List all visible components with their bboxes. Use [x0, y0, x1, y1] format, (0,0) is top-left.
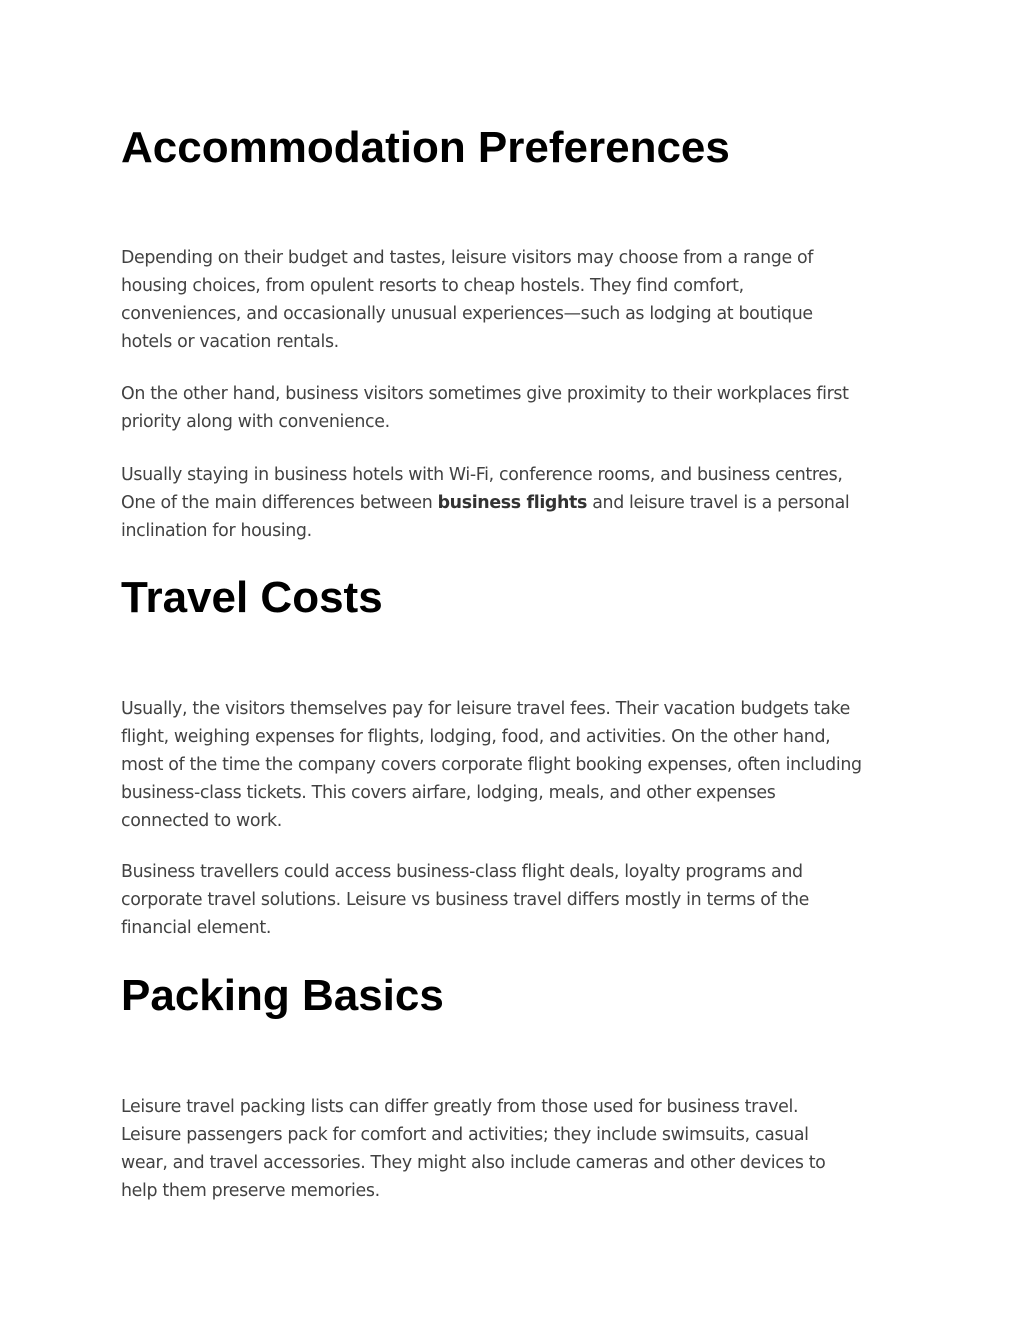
text-line: most of the time the company covers corporate flight booking expenses, often including	[121, 755, 862, 775]
text-line: corporate travel solutions. Leisure vs business travel differs mostly in terms of the	[121, 890, 810, 910]
section-heading-packing-basics: Packing Basics	[121, 971, 444, 1020]
text-segment: One of the main differences between	[121, 493, 438, 513]
text-segment: and leisure travel is a personal	[587, 493, 850, 513]
paragraph-travel-costs-deals	[121, 858, 809, 942]
text-line: priority along with convenience.	[121, 412, 390, 432]
text-line: conveniences, and occasionally unusual experiences—such as lodging at boutique	[121, 304, 813, 324]
text-line: Business travellers could access business-class flight deals, loyalty programs and	[121, 862, 803, 882]
text-line: business-class tickets. This covers airfare, lodging, meals, and other expenses	[121, 783, 776, 803]
paragraph-packing-lists	[121, 1093, 825, 1205]
business-flights-link-text: business flights	[437, 493, 588, 513]
text-line: Leisure travel packing lists can differ greatly from those used for business travel.	[121, 1097, 799, 1117]
paragraph-accommodation-hotels	[121, 461, 849, 545]
paragraph-accommodation-leisure	[121, 244, 813, 356]
section-heading-travel-costs: Travel Costs	[121, 573, 383, 622]
text-line: hotels or vacation rentals.	[121, 332, 339, 352]
text-line: flight, weighing expenses for flights, lodging, food, and activities. On the other hand,	[121, 727, 831, 747]
text-line: connected to work.	[121, 811, 282, 831]
section-heading-accommodation-preferences: Accommodation Preferences	[121, 123, 730, 172]
text-line: financial element.	[121, 918, 272, 938]
text-line: Usually, the visitors themselves pay for leisure travel fees. Their vacation budgets take	[121, 699, 851, 719]
text-line: inclination for housing.	[121, 521, 312, 541]
text-line: wear, and travel accessories. They might also include cameras and other devices to	[121, 1153, 826, 1173]
paragraph-accommodation-business	[121, 380, 849, 436]
text-line: Leisure passengers pack for comfort and activities; they include swimsuits, casual	[121, 1125, 809, 1145]
text-line: Depending on their budget and tastes, leisure visitors may choose from a range of	[121, 248, 814, 268]
text-line: help them preserve memories.	[121, 1181, 380, 1201]
text-line: Usually staying in business hotels with Wi-Fi, conference rooms, and business centres,	[121, 465, 843, 485]
text-line: housing choices, from opulent resorts to cheap hostels. They find comfort,	[121, 276, 744, 296]
paragraph-travel-costs-fees	[121, 695, 862, 835]
text-line: On the other hand, business visitors sometimes give proximity to their workplaces first	[121, 384, 849, 404]
